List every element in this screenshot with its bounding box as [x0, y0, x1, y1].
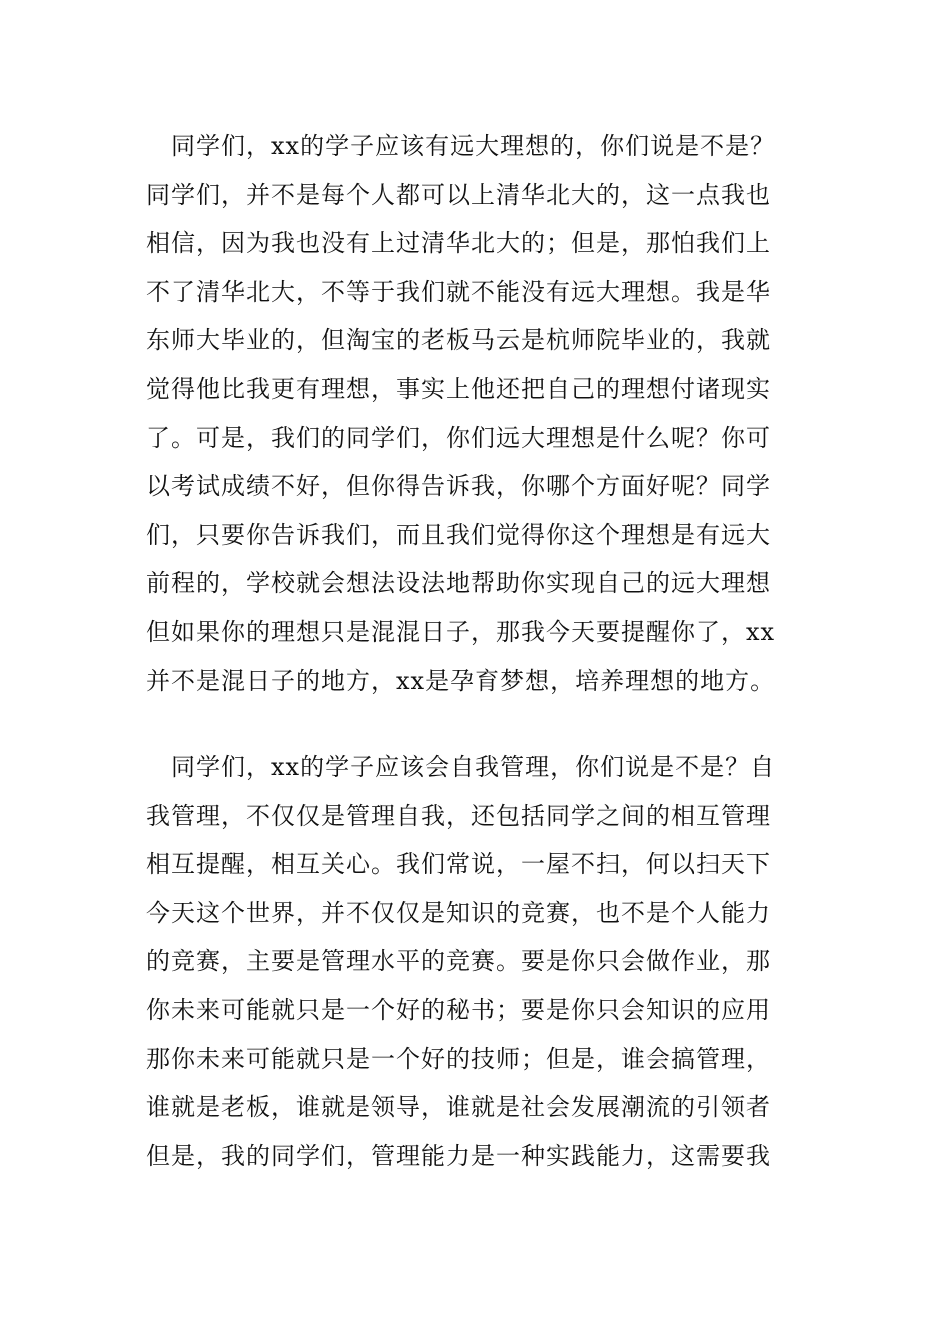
text-line: 相信，因为我也没有上过清华北大的；但是，那怕我们上	[146, 229, 771, 258]
text-line: 们，只要你告诉我们，而且我们觉得你这个理想是有远大	[146, 520, 771, 549]
text-line: 了。可是，我们的同学们，你们远大理想是什么呢？你可	[146, 423, 771, 452]
text-line: 那你未来可能就只是一个好的技师；但是，谁会搞管理，	[146, 1044, 771, 1073]
text-line: 前程的，学校就会想法设法地帮助你实现自己的远大理想	[146, 569, 771, 598]
text-line: 同学们，xx的学子应该会自我管理，你们说是不是？自	[146, 753, 776, 781]
text-line: 我管理，不仅仅是管理自我，还包括同学之间的相互管理	[146, 801, 771, 830]
text-line: 相互提醒，相互关心。我们常说，一屋不扫，何以扫天下	[146, 850, 771, 879]
text-line: 但如果你的理想只是混混日子，那我今天要提醒你了，xx	[146, 617, 776, 646]
text-line: 同学们，并不是每个人都可以上清华北大的，这一点我也	[146, 180, 771, 209]
text-line: 同学们，xx的学子应该有远大理想的，你们说是不是？	[146, 132, 776, 160]
paragraph-ideals	[146, 122, 826, 705]
text-line: 并不是混日子的地方，xx是孕育梦想，培养理想的地方。	[146, 666, 776, 695]
text-line: 东师大毕业的，但淘宝的老板马云是杭师院毕业的，我就	[146, 326, 771, 355]
text-line: 今天这个世界，并不仅仅是知识的竞赛，也不是个人能力	[146, 898, 771, 927]
text-line: 的竞赛，主要是管理水平的竞赛。要是你只会做作业，那	[146, 947, 771, 976]
text-line: 觉得他比我更有理想，事实上他还把自己的理想付诸现实	[146, 374, 771, 403]
text-line: 以考试成绩不好，但你得告诉我，你哪个方面好呢？同学	[146, 472, 771, 501]
paragraph-self-management	[146, 743, 826, 1180]
text-line: 不了清华北大，不等于我们就不能没有远大理想。我是华	[146, 277, 771, 306]
text-line: 但是，我的同学们，管理能力是一种实践能力，这需要我	[146, 1141, 771, 1170]
text-line: 谁就是老板，谁就是领导，谁就是社会发展潮流的引领者	[146, 1093, 771, 1122]
text-line: 你未来可能就只是一个好的秘书；要是你只会知识的应用	[146, 995, 771, 1024]
